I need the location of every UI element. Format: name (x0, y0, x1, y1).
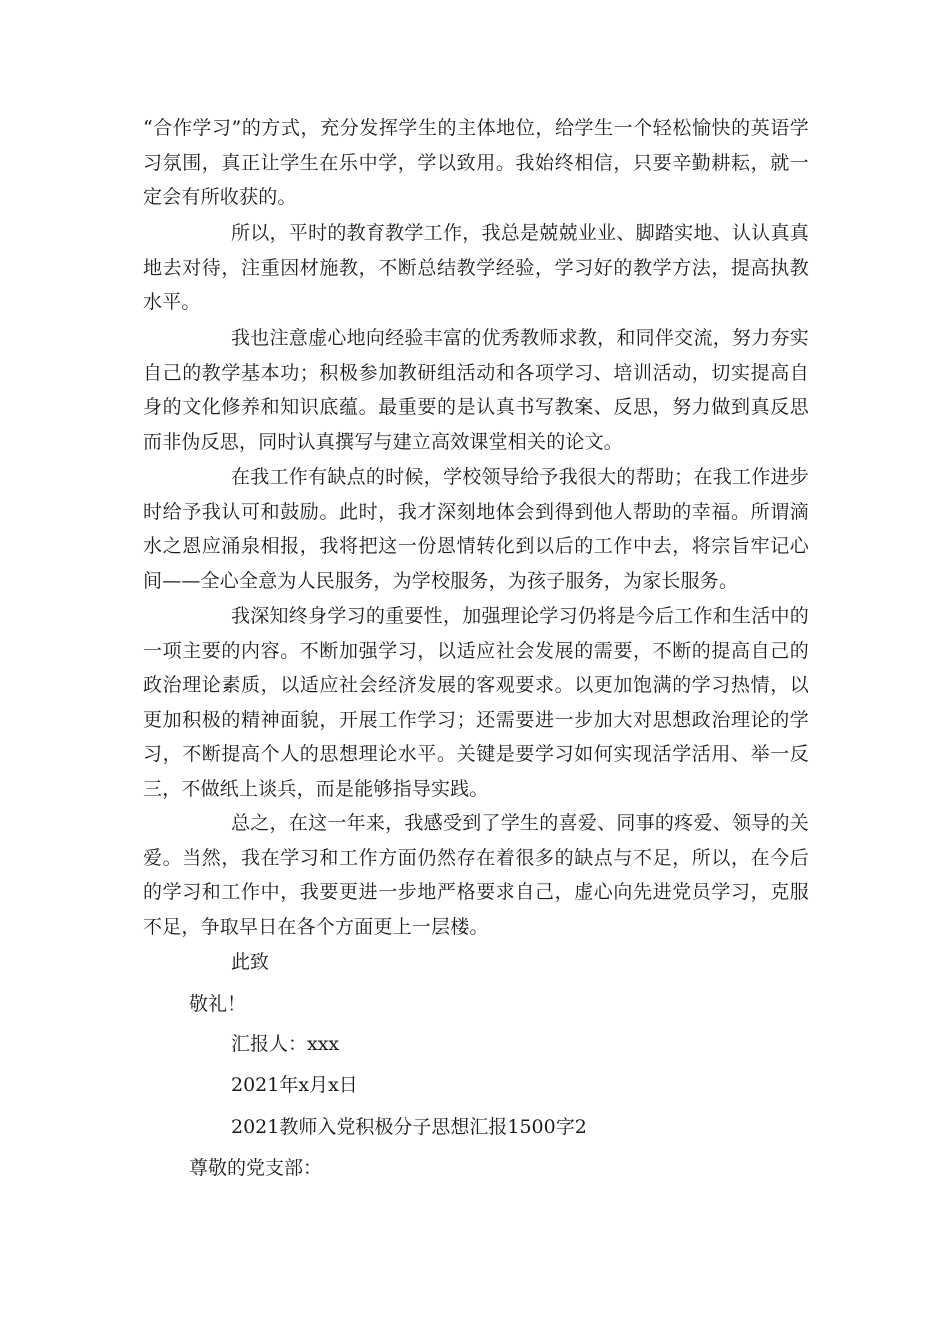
closing-text: 此致 (231, 951, 270, 973)
salute-text: 敬礼！ (189, 993, 247, 1015)
next-greeting: 尊敬的党支部： (189, 1157, 323, 1179)
paragraph-6: 总之，在这一年来，我感受到了学生的喜爱、同事的疼爱、领导的关爱。当然，我在学习和工作方面仍然存在着很多的缺点与不足，所以，在今后的学习和工作中，我要更进一步地严格要求自己，虚心向先进党员学习，克服不足，争取早日在各个方面更上一层楼。 (143, 812, 809, 938)
paragraph-3: 我也注意虚心地向经验丰富的优秀教师求教，和同伴交流，努力夯实自己的教学基本功；积极参加教研组活动和各项学习、培训活动，切实提高自身的文化修养和知识底蕴。最重要的是认真书写教案、反思，努力做到真反思而非伪反思，同时认真撰写与建立高效课堂相关的论文。 (143, 327, 809, 453)
paragraph-1: “合作学习”的方式，充分发挥学生的主体地位，给学生一个轻松愉快的英语学习氛围，真正让学生在乐中学，学以致用。我始终相信，只要辛勤耕耘，就一定会有所收获的。 (143, 117, 809, 208)
next-section-title: 2021教师入党积极分子思想汇报1500字2 (231, 1116, 587, 1138)
paragraph-2: 所以，平时的教育教学工作，我总是兢兢业业、脚踏实地、认认真真地去对待，注重因材施教，不断总结教学经验，学习好的教学方法，提高执教水平。 (143, 222, 809, 313)
date-line: 2021年x月x日 (231, 1074, 358, 1096)
paragraph-5: 我深知终身学习的重要性，加强理论学习仍将是今后工作和生活中的一项主要的内容。不断加强学习，以适应社会发展的需要，不断的提高自己的政治理论素质，以适应社会经济发展的客观要求。以更加饱满的学习热情，以更加积极的精神面貌，开展工作学习；还需要进一步加大对思想政治理论的学习，不断提高个人的思想理论水平。关键是要学习如何实现活学活用、举一反三，不做纸上谈兵，而是能够指导实践。 (143, 605, 809, 800)
reporter-line: 汇报人：xxx (231, 1033, 340, 1055)
paragraph-4: 在我工作有缺点的时候，学校领导给予我很大的帮助；在我工作进步时给予我认可和鼓励。此时，我才深刻地体会到得到他人帮助的幸福。所谓滴水之恩应涌泉相报，我将把这一份恩情转化到以后的工作中去，将宗旨牢记心间——全心全意为人民服务，为学校服务，为孩子服务，为家长服务。 (143, 466, 809, 592)
